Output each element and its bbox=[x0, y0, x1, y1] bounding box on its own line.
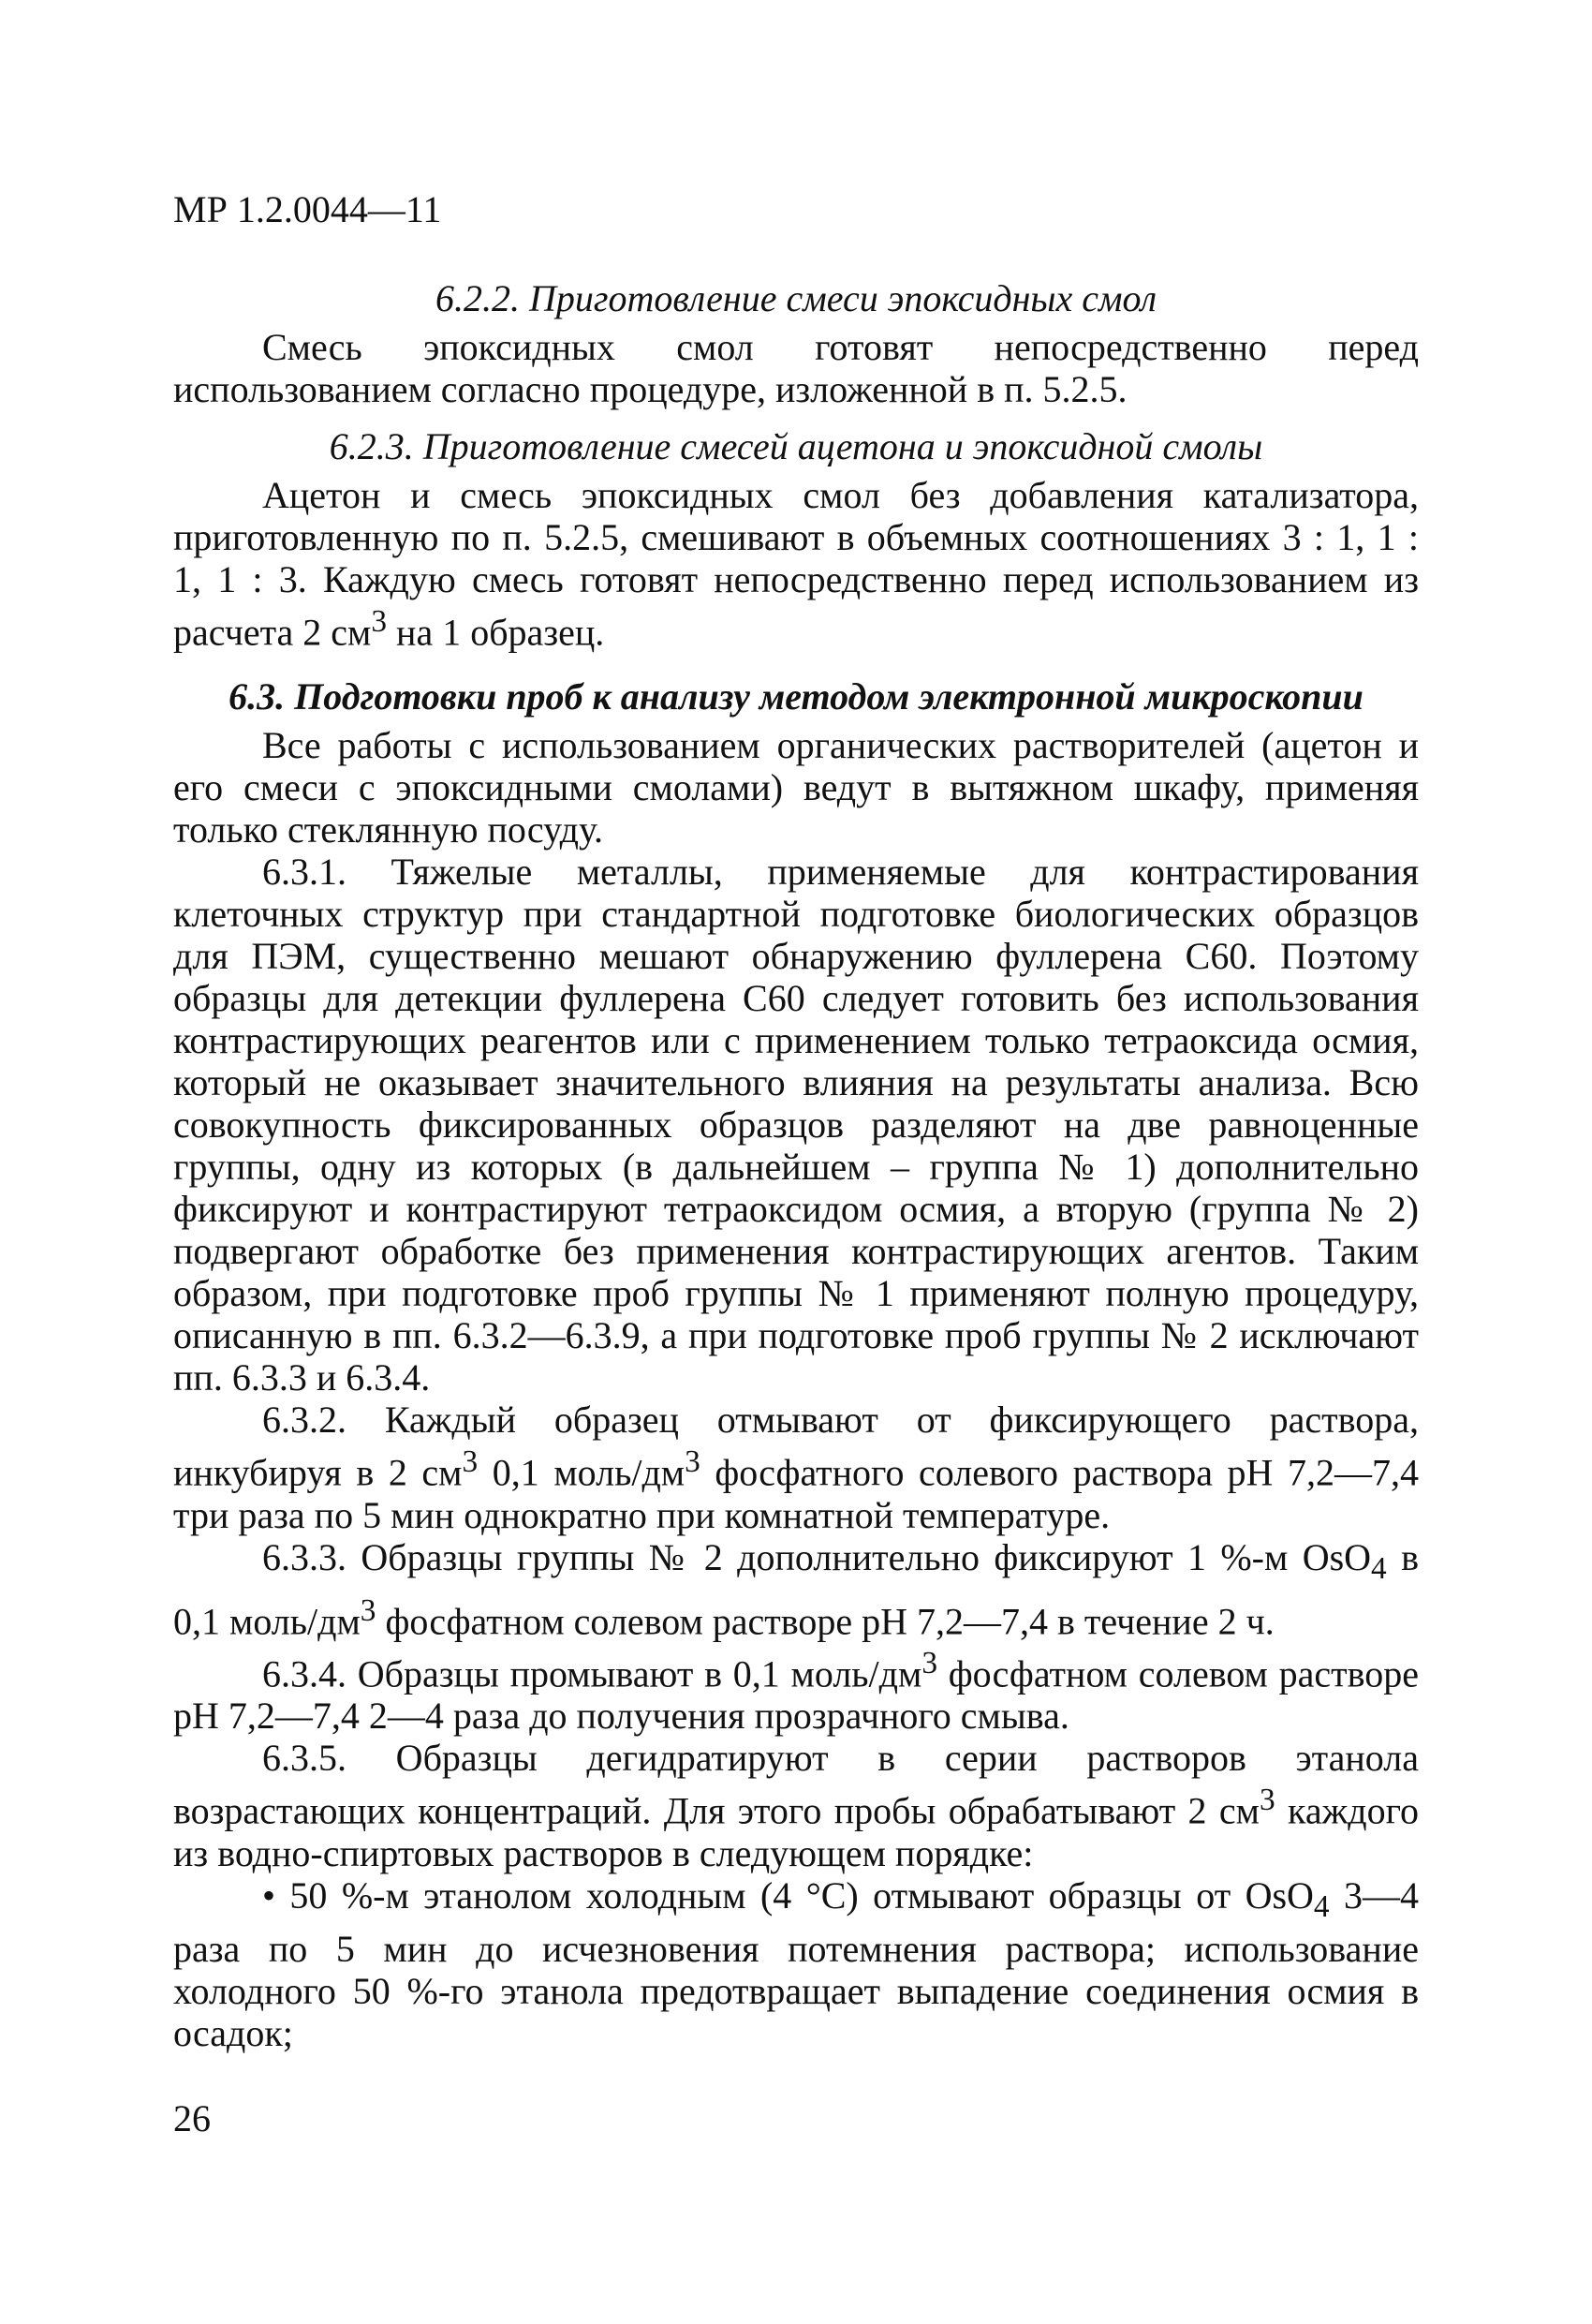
paragraph-6-2-3: Ацетон и смесь эпоксидных смол без добавления катализатора, приготовленную по п. 5.2.5, смешивают в объемных соотношениях 3 : 1, 1 : 1, 1 : 3. Каждую смесь готовят непосредственно перед использованием из расчета 2 $см^3$ на 1 образец. bbox=[173, 474, 1419, 654]
section-heading-6-3: 6.3. Подготовки проб к анализу методом электронной микроскопии bbox=[228, 675, 1364, 718]
paragraph-6-3-intro: Все работы с использованием органических растворителей (ацетон и его смеси с эпоксидными смолами) ведут в вытяжном шкафу, применяя только стеклянную посуду. bbox=[173, 724, 1419, 851]
section-heading-6-2-2: 6.2.2. Приготовление смеси эпоксидных смол bbox=[435, 277, 1157, 319]
document-code-header: МР 1.2.0044—11 bbox=[173, 188, 442, 230]
paragraph-6-3-1: 6.3.1. Тяжелые металлы, применяемые для контрастирования клеточных структур при стандартной подготовке биологических образцов для ПЭМ, существенно мешают обнаружению фуллерена С60. Поэтому образцы для детекции фуллерена С60 следует готовить без использования контрастирующих реагентов или с применением только тетраоксида осмия, который не оказывает значительного влияния на результаты анализа. Всю совокупность фиксированных образцов разделяют на две равноценные группы, одну из которых (в дальнейшем – группа № 1) дополнительно фиксируют и контрастируют тетраоксидом осмия, а вторую (группа № 2) подвергают обработке без применения контрастирующих агентов. Таким образом, при подготовке проб группы № 1 применяют полную процедуру, описанную в пп. 6.3.2—6.3.9, а при подготовке проб группы № 2 исключают пп. 6.3.3 и 6.3.4. bbox=[173, 851, 1419, 1399]
paragraph-6-3-5: 6.3.5. Образцы дегидратируют в серии растворов этанола возрастающих концентраций. Для этого пробы обрабатывают 2 $см^3$ каждого из водно-спиртовых растворов в следующем порядке: bbox=[173, 1737, 1420, 1874]
paragraph-6-3-3: 6.3.3. Образцы группы № 2 дополнительно фиксируют 1 %-м OsO$_4$ в 0,1 моль/$дм^3$ фосфатном солевом растворе рН 7,2—7,4 в течение 2 ч. bbox=[173, 1535, 1419, 1642]
paragraph-6-2-2: Смесь эпоксидных смол готовят непосредственно перед использованием согласно процедуре, изложенной в п. 5.2.5. bbox=[173, 326, 1419, 410]
page-number: 26 bbox=[173, 2097, 211, 2139]
section-heading-6-2-3: 6.2.3. Приготовление смесей ацетона и эпоксидной смолы bbox=[329, 425, 1263, 467]
document-body bbox=[173, 272, 1419, 2054]
paragraph-6-3-2: 6.3.2. Каждый образец отмывают от фиксирующего раствора, инкубируя в 2 $см^3$ 0,1 моль/$дм^3$ фосфатного солевого раствора рН 7,2—7,4 три раза по 5 мин однократно при комнатной температуре. bbox=[173, 1399, 1420, 1536]
paragraph-6-3-4: 6.3.4. Образцы промывают в 0,1 моль/$дм^3$ фосфатном солевом растворе рН 7,2—7,4 2—4 раза до получения прозрачного смыва. bbox=[173, 1645, 1419, 1738]
bullet-item-ethanol-50: • 50 %-м этанолом холодным (4 °С) отмывают образцы от OsO$_4$ 3—4 раза по 5 мин до исчезновения потемнения раствора; использование холодного 50 %-го этанола предотвращает выпадение соединения осмия в осадок; bbox=[173, 1873, 1420, 2054]
